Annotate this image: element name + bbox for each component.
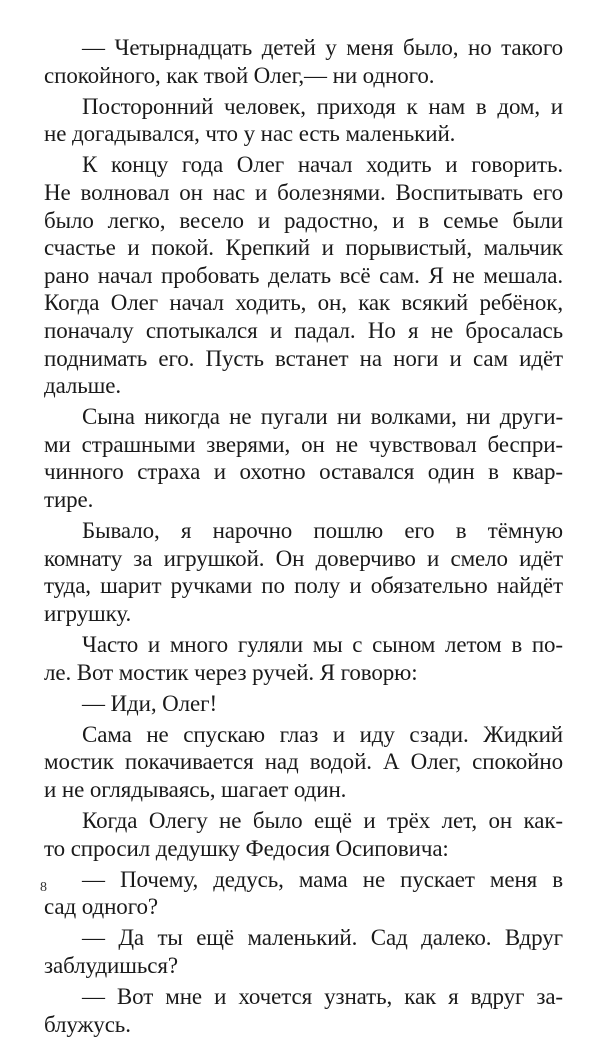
text-line: Когда Олегу не было ещё и трёх лет, он как- <box>82 808 563 834</box>
text-line: то спросил дедушку Федосия Осиповича: <box>44 835 449 861</box>
text-line: заблудишься? <box>44 953 178 978</box>
text-line: К концу года Олег начал ходить и говорить. <box>82 152 563 178</box>
book-page <box>44 34 563 1042</box>
text-line: поднимать его. Пусть встанет на ноги и сам идёт <box>44 345 563 371</box>
text-line: — Вот мне и хочется узнать, как я вдруг за- <box>82 984 563 1010</box>
paragraph <box>44 807 563 862</box>
text-line: не догадывался, что у нас есть маленький. <box>44 121 456 147</box>
text-line: — Четырнадцать детей у меня было, но такого <box>82 35 563 60</box>
text-line: дальше. <box>44 373 122 399</box>
text-line: чинного страха и охотно оставался один в квар- <box>44 459 563 485</box>
text-line: ле. Вот мостик через ручей. Я говорю: <box>44 659 418 685</box>
paragraph <box>44 721 563 804</box>
text-line: Часто и много гуляли мы с сыном летом в по- <box>82 631 563 657</box>
text-line: и не оглядываясь, шагает один. <box>44 776 347 802</box>
paragraph <box>44 517 563 627</box>
text-line: Бывало, я нарочно пошлю его в тёмную <box>82 518 563 544</box>
text-line: мостик покачивается над водой. А Олег, спокойно <box>44 749 563 775</box>
paragraph <box>44 690 563 718</box>
text-line: спокойного, как твой Олег,— ни одного. <box>44 62 435 88</box>
text-line: счастье и покой. Крепкий и порывистый, мальчик <box>44 235 563 261</box>
text-line: — Да ты ещё маленький. Сад далеко. Вдруг <box>82 925 563 951</box>
text-line: сад одного? <box>44 894 158 920</box>
paragraph <box>44 403 563 513</box>
paragraph <box>44 631 563 686</box>
paragraph <box>44 93 563 148</box>
paragraph <box>44 983 563 1038</box>
text-line: — Иди, Олег! <box>82 690 218 716</box>
text-line: поначалу спотыкался и падал. Но я не бросалась <box>44 317 563 343</box>
page-number: 8 <box>40 880 47 895</box>
paragraph <box>44 151 563 399</box>
text-line: ми страшными зверями, он не чувствовал беспри- <box>44 431 563 457</box>
text-line: Не волновал он нас и болезнями. Воспитывать его <box>44 179 563 205</box>
text-line: Посторонний человек, приходя к нам в дом, и <box>82 93 563 119</box>
text-line: Сама не спускаю глаз и иду сзади. Жидкий <box>82 721 563 747</box>
text-line: было легко, весело и радостно, и в семье были <box>44 207 563 233</box>
text-line: тире. <box>44 487 94 512</box>
text-line: — Почему, дедусь, мама не пускает меня в <box>82 866 563 892</box>
paragraph <box>44 866 563 921</box>
paragraph <box>44 34 563 89</box>
paragraph <box>44 924 563 979</box>
text-line: Когда Олег начал ходить, он, как всякий ребёнок, <box>44 290 563 316</box>
text-line: Сына никогда не пугали ни волками, ни други- <box>82 404 563 430</box>
text-line: комнату за игрушкой. Он доверчиво и смело идёт <box>44 545 563 571</box>
text-line: рано начал пробовать делать всё сам. Я не мешала. <box>44 262 563 288</box>
text-line: блужусь. <box>44 1011 131 1037</box>
text-line: туда, шарит ручками по полу и обязательно найдёт <box>44 573 563 599</box>
text-line: игрушку. <box>44 600 132 626</box>
